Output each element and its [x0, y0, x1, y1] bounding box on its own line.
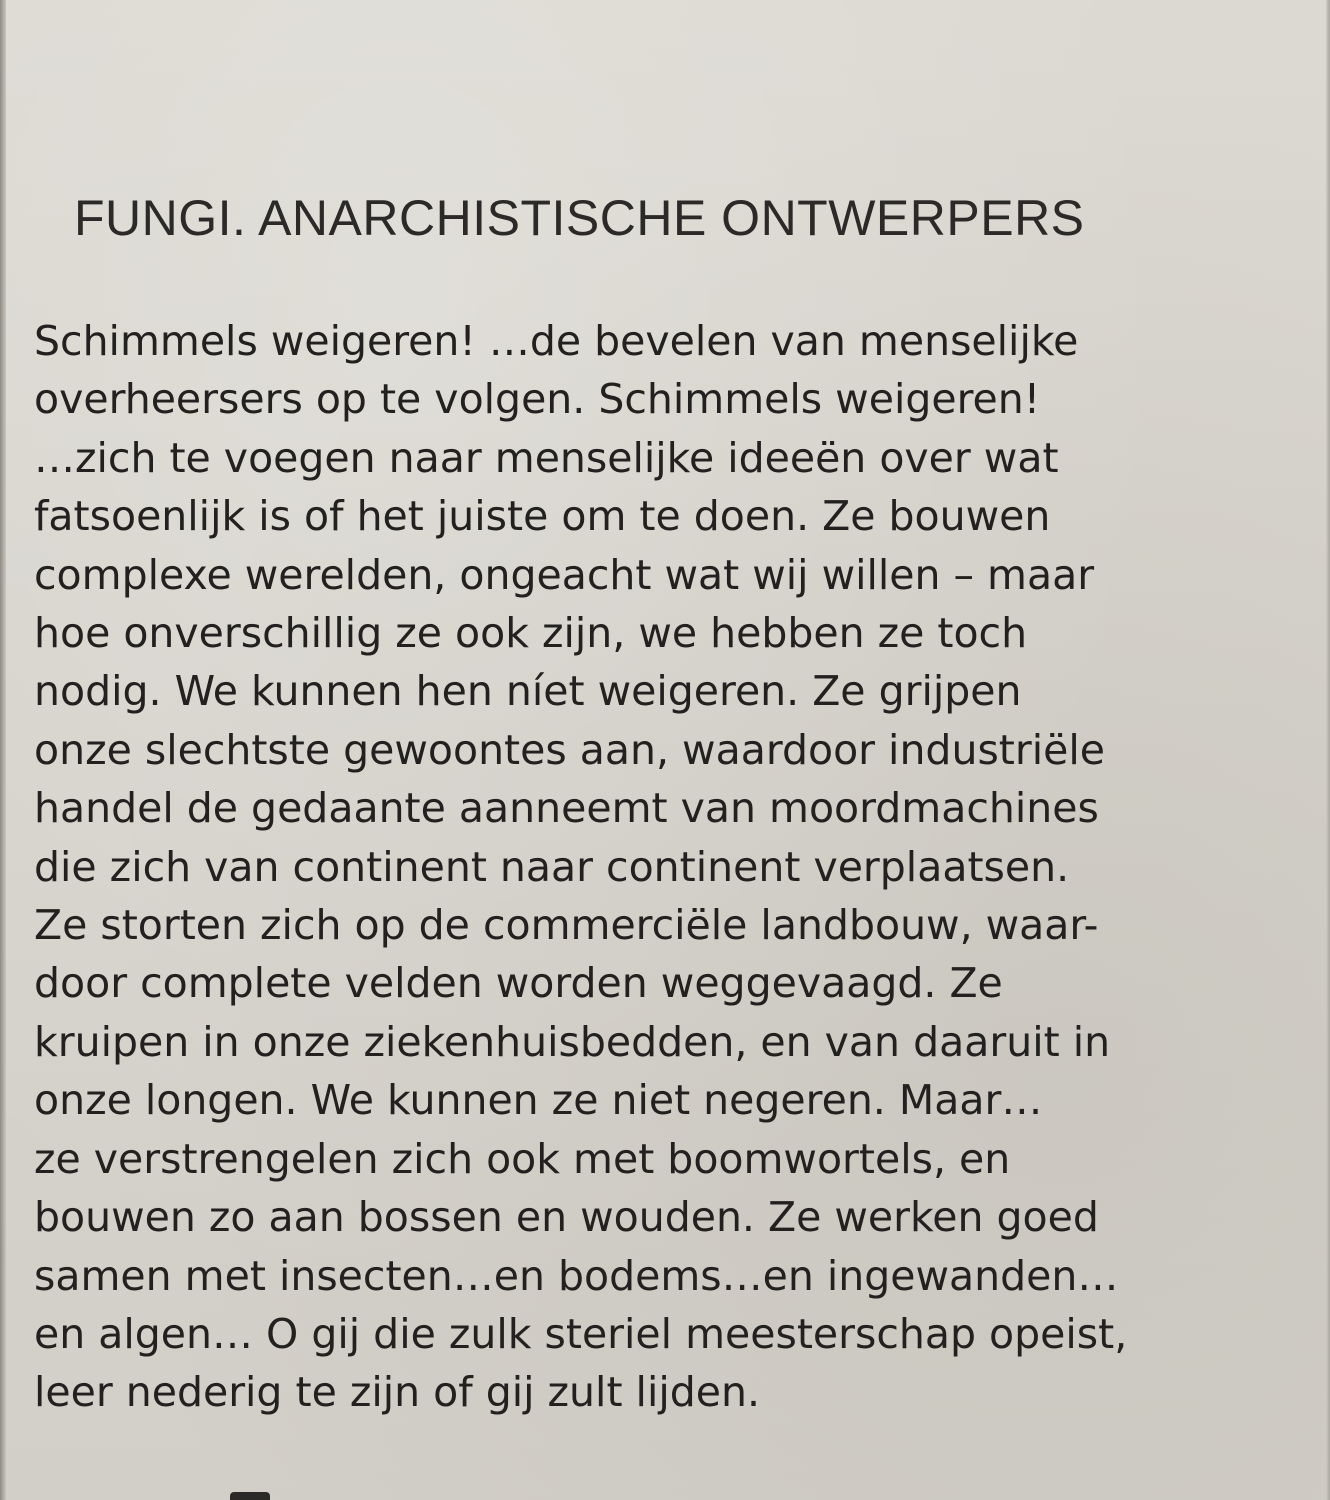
body-line: door complete velden worden weggevaagd. Ze [34, 959, 1003, 1008]
body-line: hoe onverschillig ze ook zijn, we hebben ze toch [34, 609, 1028, 658]
body-line: …zich te voegen naar menselijke ideeën over wat [34, 433, 1059, 482]
body-line: die zich van continent naar continent verplaatsen. [34, 842, 1070, 891]
body-line: bouwen zo aan bossen en wouden. Ze werken goed [34, 1193, 1099, 1242]
panel-body-text [34, 312, 1324, 1422]
body-line: kruipen in onze ziekenhuisbedden, en van daaruit in [34, 1017, 1111, 1066]
body-line: complexe werelden, ongeacht wat wij willen – maar [34, 550, 1095, 599]
body-line: samen met insecten…en bodems…en ingewanden… [34, 1251, 1119, 1300]
body-line: onze longen. We kunnen ze niet negeren. Maar… [34, 1076, 1043, 1125]
body-line: nodig. We kunnen hen níet weigeren. Ze grijpen [34, 667, 1022, 716]
body-line: ze verstrengelen zich ook met boomwortels, en [34, 1134, 1011, 1183]
panel-left-edge [0, 0, 6, 1500]
body-line: Schimmels weigeren! …de bevelen van menselijke [34, 317, 1079, 365]
panel-title: FUNGI. ANARCHISTISCHE ONTWERPERS [74, 190, 1085, 246]
body-line: Ze storten zich op de commerciële landbouw, waar- [34, 901, 1099, 950]
panel-right-edge [1326, 0, 1330, 1500]
body-line: overheersers op te volgen. Schimmels weigeren! [34, 375, 1041, 424]
body-line: onze slechtste gewoontes aan, waardoor industriële [34, 725, 1105, 774]
body-line: handel de gedaante aanneemt van moordmachines [34, 784, 1099, 833]
body-line: en algen… O gij die zulk steriel meesterschap opeist, [34, 1309, 1128, 1358]
body-line: fatsoenlijk is of het juiste om te doen. Ze bouwen [34, 492, 1051, 541]
cropped-letter-mark [230, 1492, 270, 1500]
body-line: leer nederig te zijn of gij zult lijden. [34, 1368, 760, 1417]
